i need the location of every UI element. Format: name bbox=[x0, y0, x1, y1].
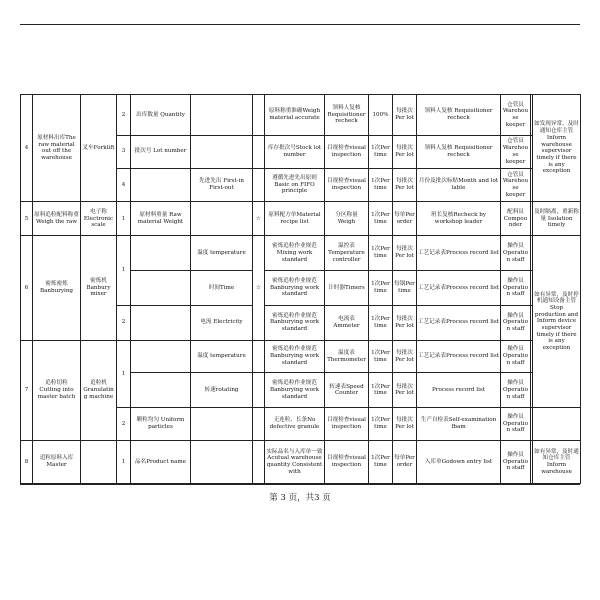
table-cell: 目视检查visual inspection bbox=[325, 135, 369, 168]
table-cell bbox=[253, 408, 265, 441]
table-cell bbox=[81, 440, 117, 483]
table-cell: 1 bbox=[117, 440, 131, 483]
table-cell bbox=[131, 340, 191, 373]
table-cell bbox=[131, 373, 191, 408]
table-cell: ☆ bbox=[253, 236, 265, 340]
table-cell: 班长复核Recheck by workshop leader bbox=[417, 202, 501, 236]
table-cell: 追粒机 Granulating machine bbox=[81, 340, 117, 440]
table-cell: 7 bbox=[21, 340, 33, 440]
table-cell: 1次Per time bbox=[369, 236, 393, 271]
table-cell: 密炼追粒作业规范 Banburying work standard bbox=[265, 271, 325, 306]
table-cell: 领料人复核 Requisitioner recheck bbox=[417, 95, 501, 136]
table-cell: 工艺记录表Process record list bbox=[417, 236, 501, 271]
table-cell: 每批次Per lot bbox=[393, 340, 417, 373]
table-cell bbox=[253, 440, 265, 483]
table-cell: 5 bbox=[21, 202, 33, 236]
table-cell: 6 bbox=[21, 236, 33, 340]
table-cell: 3 bbox=[117, 135, 131, 168]
table-cell bbox=[531, 168, 533, 202]
table-cell: 领料人复核 Requisitioner recheck bbox=[417, 135, 501, 168]
table-row bbox=[21, 340, 581, 373]
table-cell: 1 bbox=[117, 340, 131, 408]
table-cell: 仓管员 Warehouse keeper bbox=[501, 95, 531, 136]
table-cell: 操作员 Operation staff bbox=[501, 236, 531, 271]
table-cell: 密炼密炼 Banburying bbox=[33, 236, 81, 340]
table-row bbox=[21, 236, 581, 271]
table-cell: 电子称 Electronic scale bbox=[81, 202, 117, 236]
table-cell: 2 bbox=[117, 408, 131, 441]
table-cell: 工艺记录表Process record list bbox=[417, 340, 501, 373]
table-cell: 如有异常，及时通知仓库主管 Inform warehouse bbox=[533, 440, 581, 483]
table-cell: 原材料出库The raw material out off the warehouse bbox=[33, 95, 81, 202]
table-row bbox=[21, 202, 581, 236]
table-cell: 追粒切粒 Cutting into master batch bbox=[33, 340, 81, 440]
control-plan-table bbox=[20, 94, 581, 484]
table-cell bbox=[531, 373, 533, 408]
table-cell: 2 bbox=[117, 305, 131, 340]
table-cell bbox=[531, 305, 533, 340]
table-cell: 时间Time bbox=[191, 271, 253, 306]
table-cell: 出库数量 Quantity bbox=[131, 95, 191, 136]
table-cell: 电流表 Ammeter bbox=[325, 305, 369, 340]
table-cell: 每批次Per lot bbox=[393, 168, 417, 202]
table-cell: 每单Per order bbox=[393, 202, 417, 236]
table-cell: 月份及批次标贴Month and lot lable bbox=[417, 168, 501, 202]
table-cell: 1次Per time bbox=[369, 340, 393, 373]
table-cell: 温度 temperature bbox=[191, 340, 253, 373]
table-cell: 4 bbox=[117, 168, 131, 202]
table-cell: 密炼追粒作业规范 Mixing work standard bbox=[265, 236, 325, 271]
table-cell: 密炼追粒作业规范 Banburying work standard bbox=[265, 340, 325, 373]
table-row bbox=[21, 440, 581, 483]
table-cell: 操作员 Operation staff bbox=[501, 271, 531, 306]
table-cell: 先进先出 First-in First-out bbox=[191, 168, 253, 202]
table-cell: 原材料重量 Raw material Weight bbox=[131, 202, 191, 236]
table-cell: 每批次Per lot bbox=[393, 373, 417, 408]
table-cell bbox=[131, 236, 191, 271]
table-cell: 叉车Forklift bbox=[81, 95, 117, 202]
table-cell: 工艺记录表Process record list bbox=[417, 305, 501, 340]
table-cell: 操作员 Operation staff bbox=[501, 340, 531, 373]
table-cell: 每批次Per lot bbox=[393, 305, 417, 340]
table-cell bbox=[253, 95, 265, 136]
table-cell: 1次Per time bbox=[369, 202, 393, 236]
table-cell: 1 bbox=[117, 236, 131, 306]
table-cell: 目视检查visual inspection bbox=[325, 440, 369, 483]
table-cell: 操作员 Operation staff bbox=[501, 373, 531, 408]
table-cell bbox=[131, 305, 191, 340]
table-cell bbox=[533, 408, 581, 441]
table-cell: 密炼追粒作业规范 Banburying work standard bbox=[265, 305, 325, 340]
table-cell: 密炼追粒作业规范 Banburying work standard bbox=[265, 373, 325, 408]
table-cell: 1次Per time bbox=[369, 271, 393, 306]
table-cell bbox=[191, 202, 253, 236]
table-cell bbox=[253, 373, 265, 408]
table-cell: 颗粒均匀 Uniform particles bbox=[131, 408, 191, 441]
table-cell: 2 bbox=[117, 95, 131, 136]
table-cell: 分区称量 Weigh bbox=[325, 202, 369, 236]
table-cell: 目视检查visual inspection bbox=[325, 408, 369, 441]
table-cell: 入库单Godown entry list bbox=[417, 440, 501, 483]
table-cell: 原料配方单Material recipe list bbox=[265, 202, 325, 236]
table-cell: 转速表Speed Counter bbox=[325, 373, 369, 408]
table-cell bbox=[253, 340, 265, 373]
table-cell: 配料员 Compounder bbox=[501, 202, 531, 236]
table-cell: 转速rotating bbox=[191, 373, 253, 408]
table-cell: 原料称重准确Weigh material accurate bbox=[265, 95, 325, 136]
page-footer: 第 3 页，共3 页 bbox=[269, 493, 331, 503]
table-cell bbox=[191, 408, 253, 441]
table-cell bbox=[253, 168, 265, 202]
table-cell: 如发现异常，及时通知仓库主管 Inform warehouse supervisor timely if there is any exception bbox=[533, 95, 581, 202]
table-cell: 无连粒、长条No defective granule bbox=[265, 408, 325, 441]
table-cell: 电流 Electricity bbox=[191, 305, 253, 340]
table-cell: 操作员 Operation staff bbox=[501, 305, 531, 340]
table-cell: 温控表 Temperature controller bbox=[325, 236, 369, 271]
table-cell bbox=[531, 340, 533, 373]
table-cell: 每批次Per lot bbox=[393, 135, 417, 168]
table-cell bbox=[531, 135, 533, 168]
table-cell bbox=[531, 271, 533, 306]
table-cell: 操作员 Operation staff bbox=[501, 440, 531, 483]
table-cell: 8 bbox=[21, 440, 33, 483]
table-cell: 仓管员 Warehouse keeper bbox=[501, 168, 531, 202]
table-cell: 生产自检表Self-examination fbam bbox=[417, 408, 501, 441]
table-cell: 及时隔离，重新称量 Isolation timely bbox=[533, 202, 581, 236]
table-cell: 1次Per time bbox=[369, 408, 393, 441]
table-cell: 库存批次号Stock lot number bbox=[265, 135, 325, 168]
table-cell: 操作员 Operation staff bbox=[501, 408, 531, 441]
table-cell: 原料追粒配料称重 Weigh the raw bbox=[33, 202, 81, 236]
table-cell: 每批次Per lot bbox=[393, 236, 417, 271]
table-cell: 1次Per time bbox=[369, 440, 393, 483]
table-cell: 每锅Per time bbox=[393, 271, 417, 306]
table-cell: 品名Product name bbox=[131, 440, 191, 483]
table-cell bbox=[191, 440, 253, 483]
table-cell: 4 bbox=[21, 95, 33, 202]
table-cell: 每批次Per lot bbox=[393, 408, 417, 441]
table-cell: 目视检查visual inspection bbox=[325, 168, 369, 202]
table-cell bbox=[131, 271, 191, 306]
table-cell: 如有异常，及时停机通知设备主管Stop production and Inform device supervisor timely if there is any exception bbox=[533, 236, 581, 408]
table-cell: 每单Per order bbox=[393, 440, 417, 483]
page-top-rule bbox=[20, 24, 580, 25]
table-cell: 每批次Per lot bbox=[393, 95, 417, 136]
table-cell bbox=[253, 135, 265, 168]
table-cell: 温度 temperature bbox=[191, 236, 253, 271]
table-cell: 追粒原料入库 Master bbox=[33, 440, 81, 483]
table-cell bbox=[191, 95, 253, 136]
table-cell: 仓管员 Warehouse keeper bbox=[501, 135, 531, 168]
table-cell: 1次Per time bbox=[369, 305, 393, 340]
table-cell: 1 bbox=[117, 202, 131, 236]
table-cell: 批次号 Lot number bbox=[131, 135, 191, 168]
table-cell: 实际品名与入库单一致Acutual warehouse quantity Consistent with bbox=[265, 440, 325, 483]
table-cell: 温度表 Thermometer bbox=[325, 340, 369, 373]
table-cell bbox=[191, 135, 253, 168]
table-cell: 领料人复核 Requisitioner recheck bbox=[325, 95, 369, 136]
table-cell: 遵循先进先出原则 Basic on FIFO principle bbox=[265, 168, 325, 202]
table-cell: 1次Per time bbox=[369, 135, 393, 168]
table-cell bbox=[131, 168, 191, 202]
table-cell: 计时器Timers bbox=[325, 271, 369, 306]
table-row bbox=[21, 95, 581, 136]
table-cell: 100% bbox=[369, 95, 393, 136]
table-cell: 1次Per time bbox=[369, 168, 393, 202]
table-cell: 工艺记录表Process record list bbox=[417, 271, 501, 306]
table-cell: Process record list bbox=[417, 373, 501, 408]
table-cell: 1次Per time bbox=[369, 373, 393, 408]
table-cell: 密炼机 Banbury mixer bbox=[81, 236, 117, 340]
table-cell: ☆ bbox=[253, 202, 265, 236]
page-bottom-rule bbox=[20, 484, 580, 485]
